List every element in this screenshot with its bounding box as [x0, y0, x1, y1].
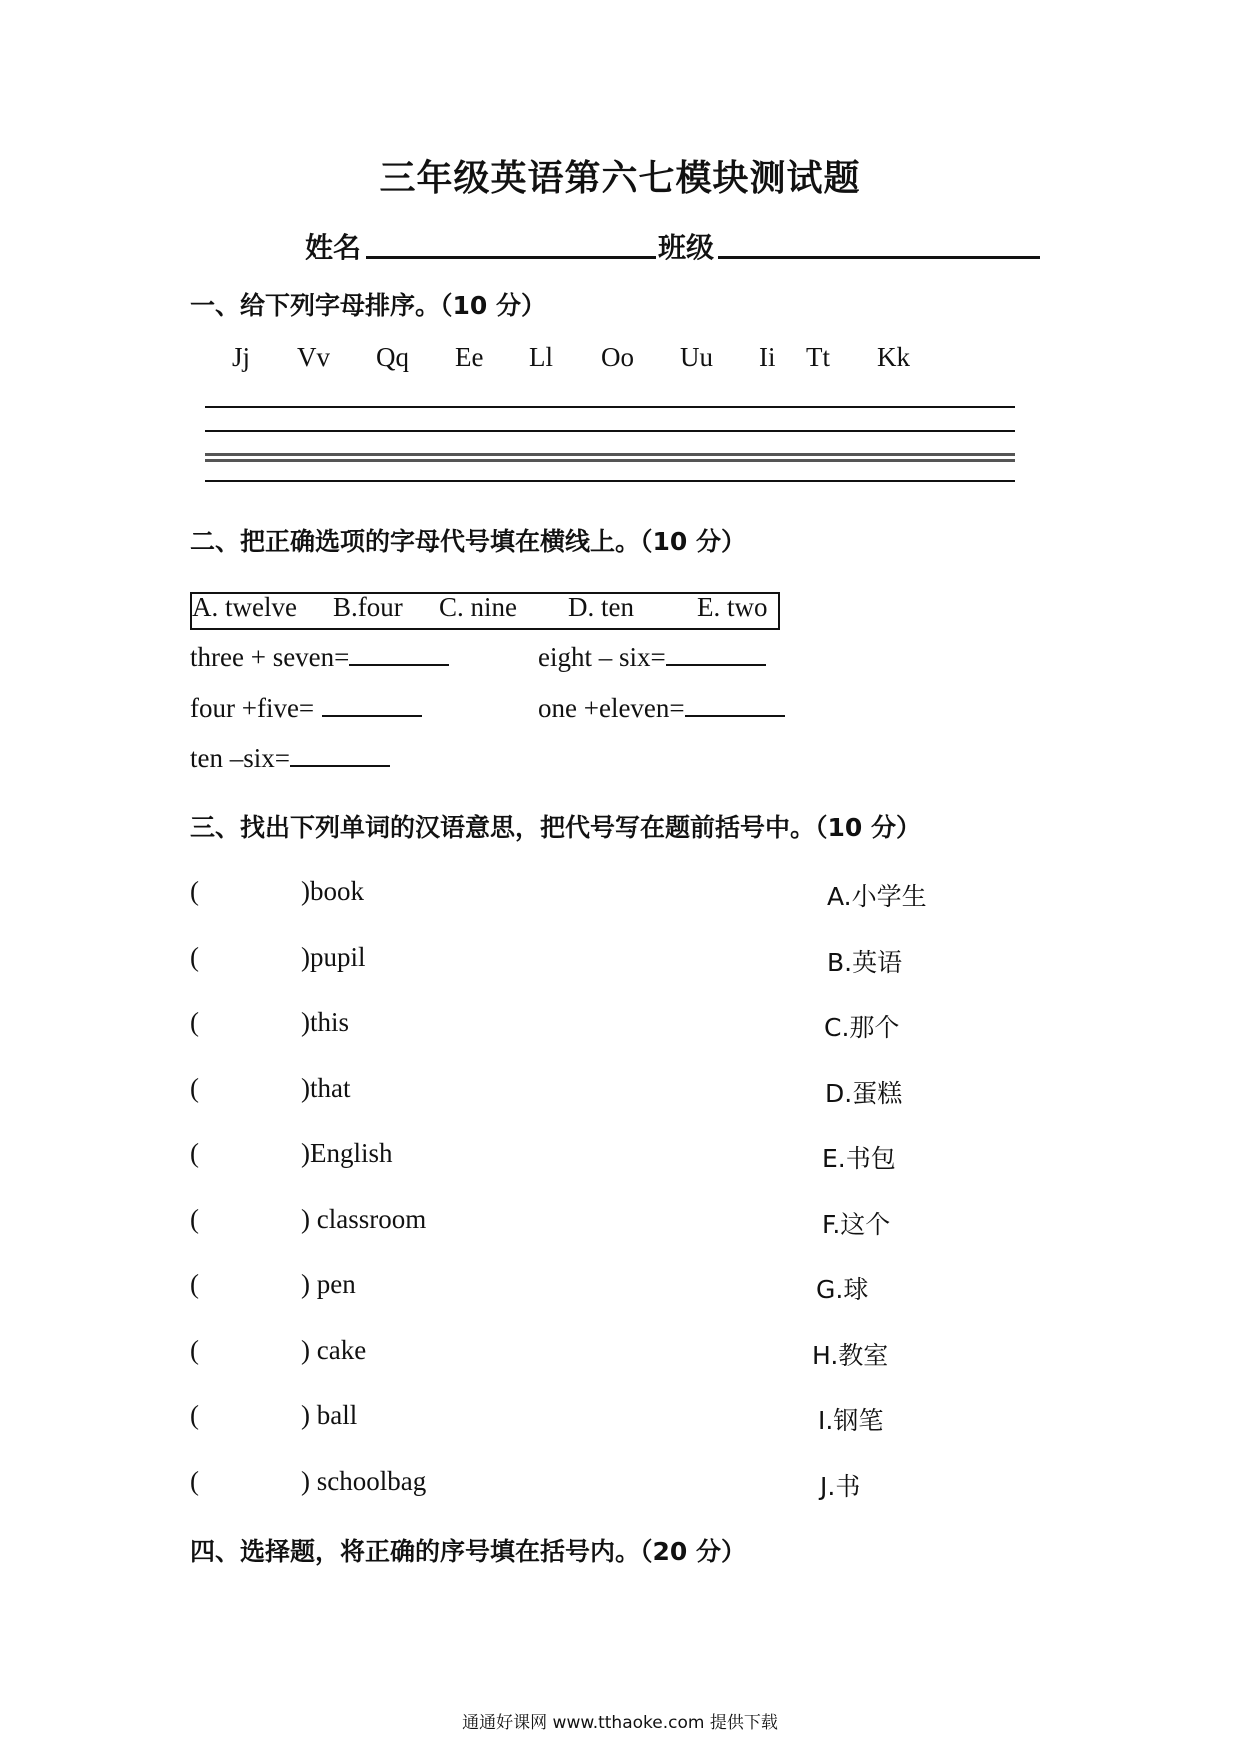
problem-text: eight – six=	[538, 642, 666, 672]
bracket[interactable]: (	[190, 1138, 199, 1168]
bracket[interactable]: (	[190, 1007, 199, 1037]
bracket[interactable]: (	[190, 1400, 199, 1430]
bracket[interactable]: (	[190, 1466, 199, 1496]
section4-heading: 四、选择题，将正确的序号填在括号内。（20 分）	[190, 1537, 746, 1566]
word-item: )that	[301, 1073, 351, 1103]
meaning-item: E.书包	[822, 1144, 896, 1173]
problem-text: three + seven=	[190, 642, 350, 672]
answer-rule[interactable]	[205, 480, 1015, 482]
word-item: ) pen	[301, 1269, 356, 1299]
section3-heading: 三、找出下列单词的汉语意思，把代号写在题前括号中。（10 分）	[190, 813, 921, 842]
bracket[interactable]: (	[190, 1269, 199, 1299]
word-item: ) classroom	[301, 1204, 427, 1234]
meaning-item: B.英语	[827, 948, 903, 977]
math-problem	[538, 693, 785, 724]
letter-item: Ii	[759, 342, 776, 372]
bracket[interactable]: (	[190, 1335, 199, 1365]
meaning-item: C.那个	[824, 1013, 900, 1042]
letter-item: Oo	[601, 342, 634, 372]
answer-rule[interactable]	[205, 459, 1015, 462]
name-blank[interactable]	[366, 256, 656, 259]
section2-heading: 二、把正确选项的字母代号填在横线上。（10 分）	[190, 527, 746, 556]
meaning-item: D.蛋糕	[825, 1079, 903, 1108]
class-blank[interactable]	[718, 256, 1040, 259]
option-item: A. twelve	[192, 592, 297, 622]
page-title: 三年级英语第六七模块测试题	[379, 158, 861, 199]
section1-heading: 一、给下列字母排序。（10 分）	[190, 291, 546, 320]
problem-text: four +five=	[190, 693, 315, 723]
letter-item: Jj	[232, 342, 251, 372]
meaning-item: G.球	[816, 1275, 869, 1304]
letter-item: Tt	[806, 342, 830, 372]
bracket[interactable]: (	[190, 876, 199, 906]
option-item: C. nine	[439, 592, 517, 622]
word-item: ) cake	[301, 1335, 367, 1365]
meaning-item: H.教室	[812, 1341, 889, 1370]
name-label: 姓名	[305, 231, 362, 264]
bracket[interactable]: (	[190, 1204, 199, 1234]
meaning-item: I.钢笔	[818, 1406, 884, 1435]
answer-rule[interactable]	[205, 430, 1015, 432]
letter-item: Vv	[297, 342, 330, 372]
bracket[interactable]: (	[190, 1073, 199, 1103]
letter-item: Uu	[680, 342, 713, 372]
meaning-item: A.小学生	[827, 882, 927, 911]
problem-text: one +eleven=	[538, 693, 685, 723]
word-item: )book	[301, 876, 364, 906]
word-item: )English	[301, 1138, 393, 1168]
meaning-item: J.书	[820, 1472, 861, 1501]
letter-item: Kk	[877, 342, 910, 372]
word-item: ) schoolbag	[301, 1466, 427, 1496]
footer-text: 通通好课网 www.tthaoke.com 提供下载	[462, 1713, 778, 1733]
letter-item: Qq	[376, 342, 409, 372]
problem-text: ten –six=	[190, 743, 290, 773]
answer-rule[interactable]	[205, 406, 1015, 408]
answer-rule[interactable]	[205, 453, 1015, 456]
option-item: D. ten	[568, 592, 634, 622]
answer-blank[interactable]	[322, 693, 422, 717]
math-problem	[190, 743, 390, 774]
answer-blank[interactable]	[349, 642, 449, 666]
meaning-item: F.这个	[822, 1210, 891, 1239]
answer-blank[interactable]	[290, 743, 390, 767]
math-problem	[190, 693, 422, 724]
word-item: )this	[301, 1007, 350, 1037]
class-label: 班级	[658, 231, 715, 264]
letter-item: Ee	[455, 342, 484, 372]
option-item: B.four	[333, 592, 403, 622]
word-item: ) ball	[301, 1400, 358, 1430]
word-item: )pupil	[301, 942, 366, 972]
math-problem	[538, 642, 766, 673]
answer-blank[interactable]	[685, 693, 785, 717]
letter-item: Ll	[529, 342, 553, 372]
bracket[interactable]: (	[190, 942, 199, 972]
option-item: E. two	[697, 592, 768, 622]
answer-blank[interactable]	[666, 642, 766, 666]
math-problem	[190, 642, 449, 673]
